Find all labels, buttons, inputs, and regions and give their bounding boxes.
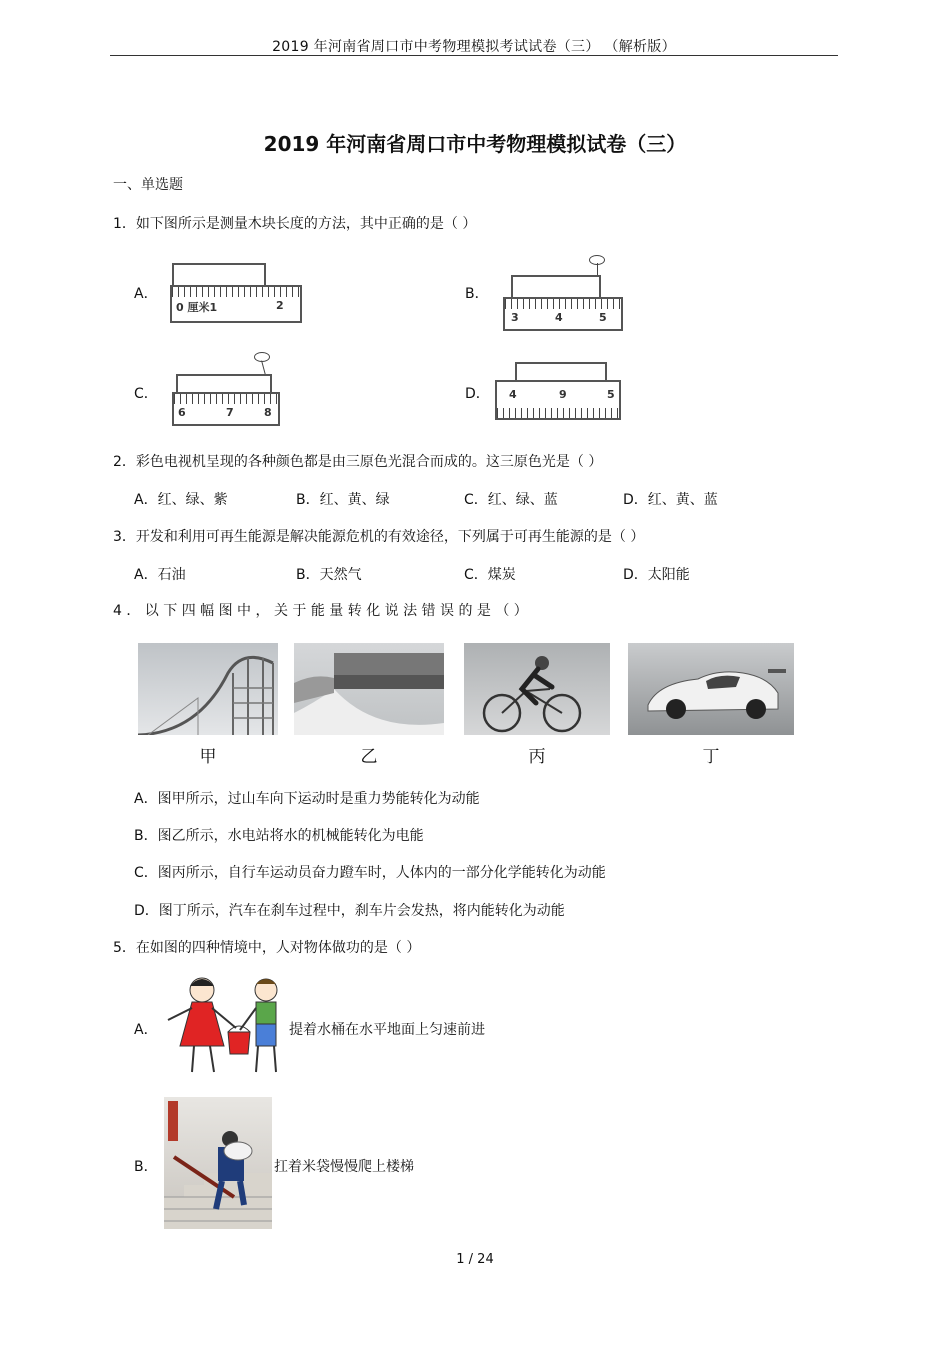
- q1-figure-d: [495, 362, 623, 424]
- question-2-stem: 2．彩色电视机呈现的各种颜色都是由三原色光混合而成的。这三原色光是（ ）: [113, 454, 603, 470]
- q3-option-c: C．煤炭: [464, 567, 516, 583]
- page-number: 1 / 24: [456, 1252, 494, 1267]
- q2-option-c: C．红、绿、蓝: [464, 492, 558, 508]
- header-divider: [110, 55, 838, 56]
- ruler-number: 6: [178, 406, 186, 419]
- q4-option-c: C．图丙所示，自行车运动员奋力蹬车时，人体内的一部分化学能转化为动能: [134, 865, 606, 881]
- wood-block: [515, 362, 607, 382]
- ruler-number: 2: [276, 299, 284, 312]
- ruler-label: 0 厘米1: [176, 301, 218, 314]
- ruler-number: 7: [226, 406, 234, 419]
- q5-option-a-text: 提着水桶在水平地面上匀速前进: [289, 1022, 485, 1038]
- race-car-image: [628, 643, 794, 735]
- ruler-number: 5: [607, 388, 615, 401]
- wood-block: [172, 263, 266, 287]
- q4-option-b: B．图乙所示，水电站将水的机械能转化为电能: [134, 828, 424, 844]
- q5-figure-b: [164, 1097, 272, 1229]
- wood-block: [511, 275, 601, 299]
- ruler: [495, 380, 621, 420]
- q1-option-d-label: D．: [465, 386, 490, 402]
- q3-option-a: A．石油: [134, 567, 186, 583]
- q1-option-a-label: A．: [134, 286, 158, 302]
- q1-option-b-label: B．: [465, 286, 489, 302]
- man-climbing-stairs-image: [164, 1097, 272, 1229]
- figure-caption-yi: 乙: [360, 747, 378, 767]
- figure-caption-bing: 丙: [528, 747, 546, 767]
- q2-option-a: A．红、绿、紫: [134, 492, 228, 508]
- ruler-number: 5: [599, 311, 607, 324]
- q1-option-c-label: C．: [134, 386, 158, 402]
- q5-option-a-label: A．: [134, 1022, 158, 1038]
- question-3-stem: 3．开发和利用可再生能源是解决能源危机的有效途径，下列属于可再生能源的是（ ）: [113, 529, 645, 545]
- ruler: [503, 297, 623, 331]
- figure-caption-jia: 甲: [199, 747, 217, 767]
- q5-figure-a: [162, 972, 288, 1080]
- cyclist-photo: [464, 643, 610, 735]
- ruler-number: 3: [511, 311, 519, 324]
- question-5-stem: 5．在如图的四种情境中，人对物体做功的是（ ）: [113, 940, 421, 956]
- children-carrying-bucket-image: [162, 972, 288, 1080]
- q2-option-d: D．红、黄、蓝: [623, 492, 718, 508]
- q3-option-b: B．天然气: [296, 567, 362, 583]
- ruler-number: 4: [555, 311, 563, 324]
- q1-figure-a: [170, 263, 302, 323]
- q5-option-b-text: 扛着米袋慢慢爬上楼梯: [274, 1159, 414, 1175]
- q4-option-d: D．图丁所示，汽车在刹车过程中，刹车片会发热，将内能转化为动能: [134, 903, 565, 919]
- wood-block: [176, 374, 272, 394]
- dam-image: [294, 643, 444, 735]
- page-title: 2019 年河南省周口市中考物理模拟试卷（三）: [263, 132, 687, 156]
- figure-caption-ding: 丁: [702, 747, 720, 767]
- race-car-photo: [628, 643, 794, 735]
- ruler-number: 8: [264, 406, 272, 419]
- question-1-stem: 1．如下图所示是测量木块长度的方法，其中正确的是（ ）: [113, 216, 477, 232]
- cyclist-image: [464, 643, 610, 735]
- ruler-number: 9: [559, 388, 567, 401]
- ruler: [170, 285, 302, 323]
- question-4-stem: 4 ． 以 下 四 幅 图 中 ， 关 于 能 量 转 化 说 法 错 误 的 是 （ ）: [113, 603, 528, 619]
- ruler: [172, 392, 280, 426]
- q3-option-d: D．太阳能: [623, 567, 690, 583]
- q1-figure-c: [166, 350, 280, 428]
- q4-option-a: A．图甲所示，过山车向下运动时是重力势能转化为动能: [134, 791, 480, 807]
- roller-coaster-photo: [138, 643, 278, 735]
- section-heading: 一、单选题: [113, 177, 183, 193]
- ruler-number: 4: [509, 388, 517, 401]
- roller-coaster-image: [138, 643, 278, 735]
- dam-photo: [294, 643, 444, 735]
- q5-option-b-label: B．: [134, 1159, 158, 1175]
- q1-figure-b: [503, 255, 625, 333]
- running-header: 2019 年河南省周口市中考物理模拟考试试卷（三） （解析版）: [272, 39, 676, 55]
- q2-option-b: B．红、黄、绿: [296, 492, 390, 508]
